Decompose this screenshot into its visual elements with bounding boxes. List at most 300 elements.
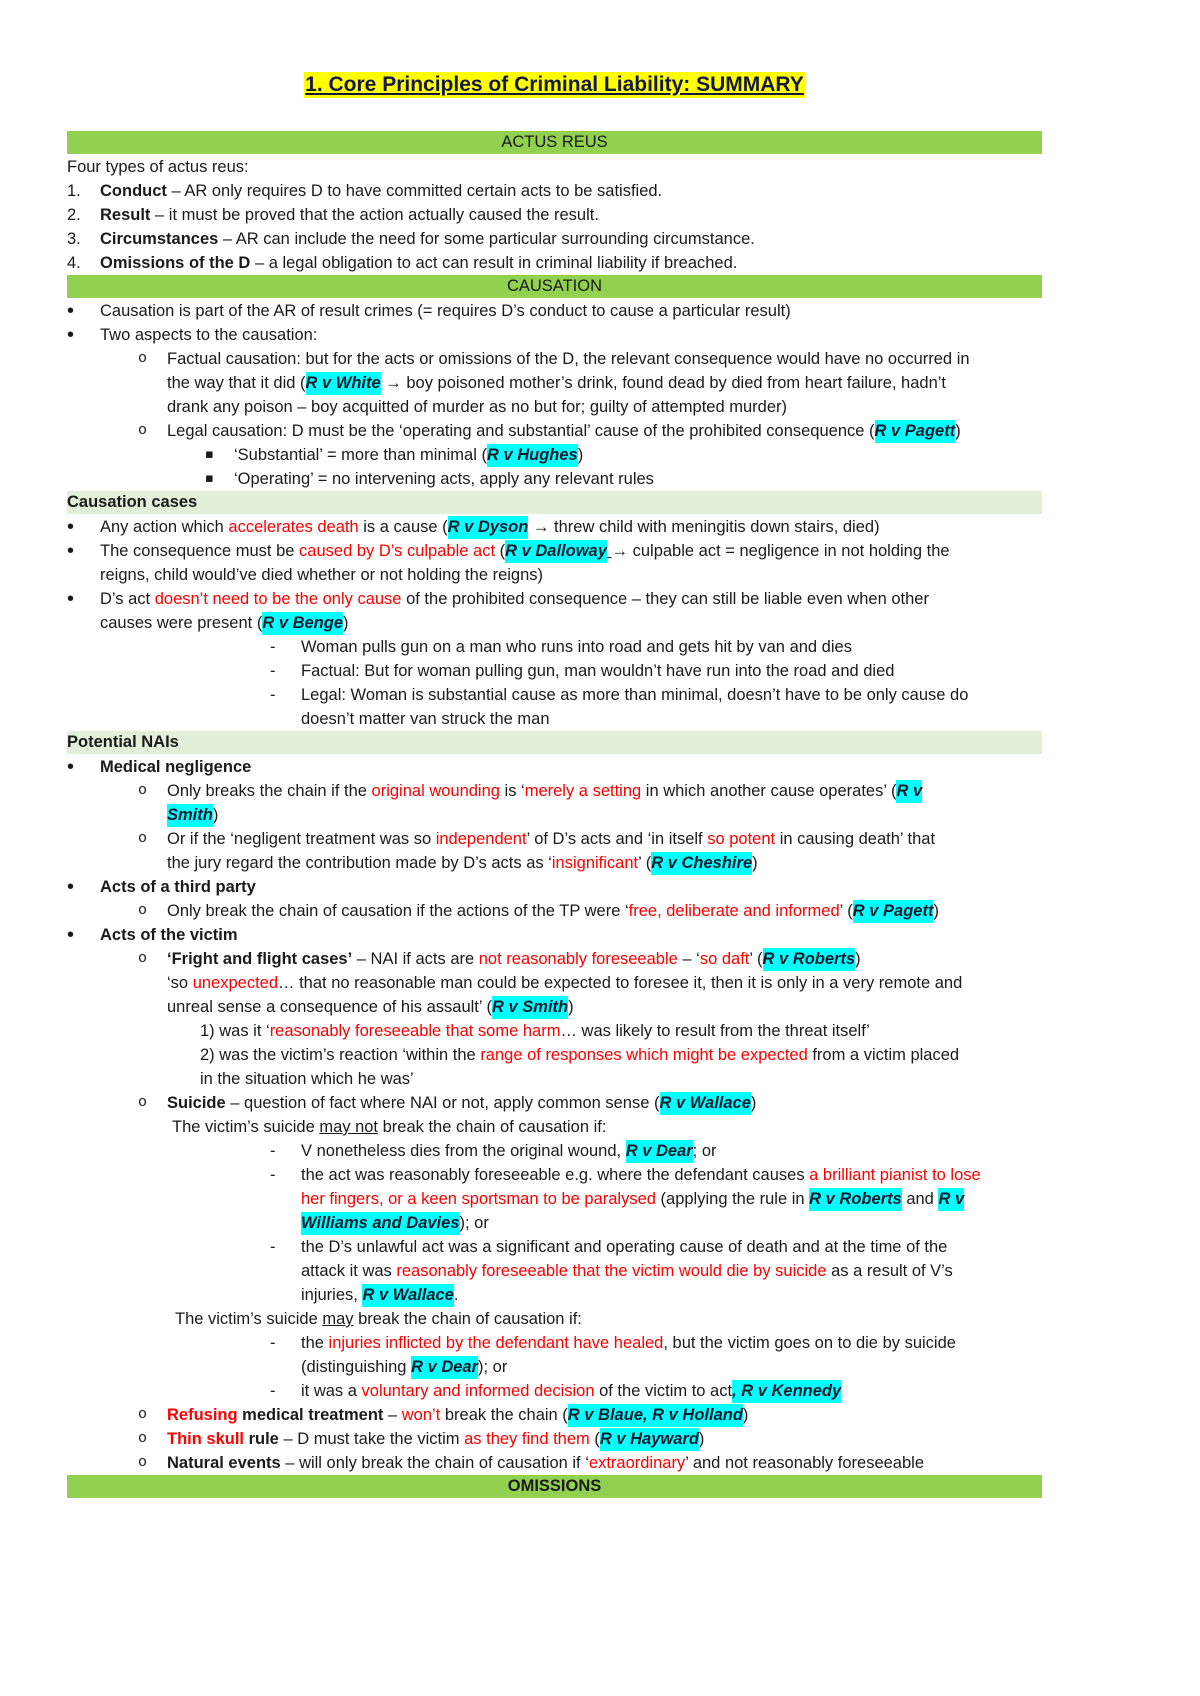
line-text [167, 419, 961, 443]
text-run: . [453, 1286, 459, 1304]
red-bold-term: Thin skull [167, 1430, 245, 1448]
section-heading: CAUSATION [67, 275, 1042, 298]
line-text [301, 635, 852, 659]
line-text [167, 995, 574, 1019]
text-line [0, 1211, 1200, 1235]
text-run: the [301, 1334, 329, 1352]
text-line [0, 563, 1200, 587]
text-run: from a victim placed [807, 1046, 960, 1064]
case-citation: R v White [306, 372, 381, 395]
text-run: – question of fact where NAI or not, apply common sense ( [225, 1094, 660, 1112]
case-citation: R v Roberts [763, 948, 856, 971]
text-run: … that no reasonable man could be expected to foresee it, then it is only in a very remote and [278, 974, 963, 992]
list-item [0, 1451, 1200, 1475]
list-marker: • [67, 300, 75, 322]
text-run: unreal sense a consequence of his assault’ ( [167, 998, 493, 1016]
text-run: causes were present ( [100, 614, 263, 632]
red-emphasis: her fingers, or a keen sportsman to be paralysed [301, 1190, 656, 1208]
case-citation: Smith [167, 804, 213, 827]
text-line [0, 1115, 1200, 1139]
list-marker: • [67, 516, 75, 538]
line-text [301, 659, 894, 683]
bold-term: medical treatment [237, 1406, 384, 1424]
underlined-text: may not [319, 1118, 379, 1136]
bold-term: Conduct [100, 182, 167, 200]
text-run: ); or [478, 1358, 508, 1376]
case-citation: R v Dalloway [505, 540, 607, 563]
text-run: Woman pulls gun on a man who runs into road and gets hit by van and dies [301, 638, 852, 656]
red-emphasis: voluntary and informed decision [361, 1382, 595, 1400]
list-marker: - [270, 662, 276, 680]
bold-term: Circumstances [100, 230, 219, 248]
text-run: ( [495, 542, 506, 560]
red-emphasis: so daft [699, 950, 750, 968]
list-marker: o [138, 422, 148, 439]
text-run: is ‘ [499, 782, 525, 800]
case-citation: R v Benge [262, 612, 343, 635]
text-run: of the victim to act [594, 1382, 733, 1400]
list-marker: • [67, 924, 75, 946]
text-line [0, 395, 1200, 419]
line-text [100, 587, 929, 611]
list-item [0, 899, 1200, 923]
text-line [0, 1355, 1200, 1379]
text-run: Factual: But for woman pulling gun, man wouldn’t have run into the road and died [301, 662, 895, 680]
list-item [0, 683, 1200, 707]
line-text [234, 467, 654, 491]
list-item [0, 779, 1200, 803]
line-text [67, 155, 249, 179]
red-emphasis: insignificant [551, 854, 639, 872]
line-text [301, 683, 968, 707]
list-marker: ▪ [205, 471, 214, 486]
text-line [0, 707, 1200, 731]
red-emphasis: free, deliberate and informed [628, 902, 840, 920]
list-item [0, 635, 1200, 659]
text-run: 1) was it ‘ [200, 1022, 270, 1040]
text-line [0, 1067, 1200, 1091]
text-run: Factual causation: but for the acts or omissions of the D, the relevant consequence would have no occurred in [167, 350, 970, 368]
subsection-heading-row [0, 731, 1200, 755]
section-heading: OMISSIONS [67, 1475, 1042, 1498]
list-item [0, 587, 1200, 611]
text-run: break the chain ( [440, 1406, 568, 1424]
text-run: Causation is part of the AR of result crimes (= requires D’s conduct to cause a particular result) [100, 302, 791, 320]
case-citation: R v Pagett [853, 900, 934, 923]
text-run: injuries, [301, 1286, 363, 1304]
text-line [0, 1283, 1200, 1307]
bold-term: Acts of the victim [100, 926, 238, 944]
bold-term: ‘Fright and flight cases’ [167, 950, 353, 968]
case-citation: R v Wallace [362, 1284, 453, 1307]
text-line [0, 1019, 1200, 1043]
document-title: 1. Core Principles of Criminal Liability: SUMMARY [305, 73, 804, 96]
text-run: ) [343, 614, 349, 632]
subsection-heading-row [0, 491, 1200, 515]
case-citation: R v [896, 780, 922, 803]
line-text [167, 827, 935, 851]
line-text [301, 1139, 717, 1163]
line-text [200, 1043, 959, 1067]
line-text [100, 515, 880, 539]
line-text [167, 899, 939, 923]
text-run: – AR only requires D to have committed certain acts to be satisfied. [166, 182, 663, 200]
text-run: threw child with meningitis down stairs, died) [549, 518, 880, 536]
line-text [167, 971, 962, 995]
bold-term: → [528, 518, 550, 536]
subsection-heading: Causation cases [67, 491, 1042, 514]
text-run: attack it was [301, 1262, 397, 1280]
line-text [167, 851, 758, 875]
bold-term: → [611, 542, 629, 560]
red-emphasis: doesn’t need to be the only cause [154, 590, 402, 608]
line-text [100, 227, 755, 251]
list-marker: - [270, 638, 276, 656]
line-text [301, 1355, 507, 1379]
list-item [0, 227, 1200, 251]
bold-term: rule [244, 1430, 279, 1448]
list-item [0, 299, 1200, 323]
case-citation: Williams and Davies [301, 1212, 460, 1235]
line-text [100, 323, 317, 347]
line-text [100, 539, 950, 563]
case-citation: R v Roberts [809, 1188, 902, 1211]
list-item [0, 1427, 1200, 1451]
text-run: V nonetheless dies from the original wound, [301, 1142, 626, 1160]
text-run: ‘so [167, 974, 193, 992]
text-run: The victim’s suicide [175, 1310, 323, 1328]
text-run: in causing death’ that [775, 830, 936, 848]
line-text [100, 299, 791, 323]
line-text [100, 611, 349, 635]
list-marker: o [138, 1406, 148, 1423]
text-run: Any action which [100, 518, 229, 536]
line-text [301, 1163, 981, 1187]
list-marker: ▪ [205, 447, 214, 462]
red-emphasis: caused by D’s culpable act [299, 542, 496, 560]
text-run: ) [750, 1094, 757, 1112]
text-run: ’ of D’s acts and ‘in itself [526, 830, 708, 848]
list-marker: 4. [67, 254, 81, 272]
list-marker: - [270, 1334, 276, 1352]
list-marker: o [138, 350, 148, 367]
red-emphasis: won’t [401, 1406, 441, 1424]
line-text [100, 875, 256, 899]
text-run: … was likely to result from the threat itself’ [560, 1022, 870, 1040]
text-run: in which another cause operates’ ( [641, 782, 897, 800]
section-heading-row [0, 131, 1200, 155]
bold-term: Natural events [167, 1454, 281, 1472]
bold-term: Acts of a third party [100, 878, 256, 896]
case-citation: R v [938, 1188, 964, 1211]
text-run: ’ ( [638, 854, 652, 872]
red-emphasis: extraordinary [588, 1454, 686, 1472]
list-item [0, 251, 1200, 275]
red-emphasis: unexpected [192, 974, 279, 992]
line-text [301, 1235, 947, 1259]
text-line [0, 155, 1200, 179]
text-run: ) [752, 854, 758, 872]
red-emphasis: injuries inflicted by the defendant have healed [328, 1334, 664, 1352]
text-run: ( [589, 1430, 600, 1448]
text-run: , but the victim goes on to die by suicide [663, 1334, 956, 1352]
list-item [0, 1403, 1200, 1427]
red-emphasis: a brilliant pianist to lose [809, 1166, 981, 1184]
text-run: doesn’t matter van struck the man [301, 710, 550, 728]
list-marker: o [138, 1094, 148, 1111]
text-run: the way that it did ( [167, 374, 306, 392]
list-marker: • [67, 324, 75, 346]
list-marker: • [67, 876, 75, 898]
text-line [0, 971, 1200, 995]
line-text [301, 1187, 964, 1211]
line-text [100, 563, 543, 587]
list-item [0, 203, 1200, 227]
red-emphasis: accelerates death [228, 518, 359, 536]
subsection-heading: Potential NAIs [67, 731, 1042, 754]
line-text [167, 371, 946, 395]
text-run: – it must be proved that the action actually caused the result. [150, 206, 599, 224]
red-emphasis: merely a setting [524, 782, 642, 800]
text-run: – a legal obligation to act can result in criminal liability if breached. [250, 254, 738, 272]
line-text [301, 1211, 489, 1235]
case-citation: R v Dear [411, 1356, 478, 1379]
text-run: culpable act = negligence in not holding the [628, 542, 950, 560]
text-run: ) [212, 806, 219, 824]
case-citation: R v Dear [626, 1140, 693, 1163]
line-text [175, 1307, 582, 1331]
list-marker: o [138, 830, 148, 847]
line-text [167, 395, 787, 419]
text-run: ) [577, 446, 584, 464]
text-run: (applying the rule in [655, 1190, 810, 1208]
list-marker: • [67, 540, 75, 562]
text-run: ) [933, 902, 939, 920]
text-line [0, 1307, 1200, 1331]
text-run: ); or [459, 1214, 489, 1232]
list-item [0, 1379, 1200, 1403]
text-run: – will only break the chain of causation if ‘ [280, 1454, 589, 1472]
list-item [0, 947, 1200, 971]
text-line [0, 995, 1200, 1019]
case-citation: R v Hughes [487, 444, 578, 467]
line-text [167, 1427, 704, 1451]
red-emphasis: reasonably foreseeable that some harm [269, 1022, 561, 1040]
text-run: of the prohibited consequence – they can still be liable even when other [401, 590, 929, 608]
list-item [0, 1331, 1200, 1355]
text-run: 2) was the victim’s reaction ‘within the [200, 1046, 481, 1064]
text-run: The victim’s suicide [172, 1118, 320, 1136]
line-text [301, 1259, 953, 1283]
text-run: Two aspects to the causation: [100, 326, 318, 344]
bold-term: Omissions of the D [100, 254, 251, 272]
red-emphasis: as they find them [464, 1430, 590, 1448]
list-item [0, 827, 1200, 851]
list-marker: - [270, 686, 276, 704]
list-marker: o [138, 782, 148, 799]
text-run: The consequence must be [100, 542, 300, 560]
text-run: ‘Operating’ = no intervening acts, apply any relevant rules [234, 470, 654, 488]
line-text [301, 1379, 841, 1403]
line-text [167, 1091, 756, 1115]
text-run: ; or [692, 1142, 717, 1160]
text-run: and [901, 1190, 939, 1208]
text-run: break the chain of causation if: [378, 1118, 607, 1136]
list-item [0, 539, 1200, 563]
list-item [0, 755, 1200, 779]
line-text [301, 1331, 956, 1355]
document-title-wrap [67, 71, 1042, 100]
text-run: the D’s unlawful act was a significant and operating cause of death and at the time of the [301, 1238, 948, 1256]
text-run: D’s act [100, 590, 155, 608]
text-run: drank any poison – boy acquitted of murder as no but for; guilty of attempted murder) [167, 398, 788, 416]
text-line [0, 611, 1200, 635]
bold-term: Suicide [167, 1094, 226, 1112]
text-run: Four types of actus reus: [67, 158, 249, 176]
text-run: Legal causation: D must be the ‘operating and substantial’ cause of the prohibited consequence ( [167, 422, 875, 440]
case-citation: , R v Kennedy [732, 1380, 841, 1403]
text-run: it was a [301, 1382, 362, 1400]
list-marker: - [270, 1166, 276, 1184]
document-body [0, 131, 1200, 1499]
case-citation: R v Smith [492, 996, 568, 1019]
list-marker: o [138, 1454, 148, 1471]
list-item [0, 1139, 1200, 1163]
line-text [100, 251, 737, 275]
text-run: Legal: Woman is substantial cause as more than minimal, doesn’t have to be only cause do [301, 686, 969, 704]
list-item [0, 347, 1200, 371]
list-item [0, 1235, 1200, 1259]
line-text [100, 923, 238, 947]
red-emphasis: original wounding [371, 782, 500, 800]
case-citation: R v Cheshire [651, 852, 752, 875]
bold-term: → [380, 374, 402, 392]
line-text [167, 779, 922, 803]
list-marker: o [138, 1430, 148, 1447]
text-run: ) [855, 950, 861, 968]
text-run: ’ ( [839, 902, 853, 920]
list-marker: • [67, 588, 75, 610]
text-run: boy poisoned mother’s drink, found dead by died from heart failure, hadn’t [401, 374, 946, 392]
line-text [234, 443, 583, 467]
line-text [167, 803, 218, 827]
text-run: (distinguishing [301, 1358, 412, 1376]
list-marker: 3. [67, 230, 81, 248]
list-item [0, 1163, 1200, 1187]
text-run: ) [698, 1430, 705, 1448]
text-run: ‘Substantial’ = more than minimal ( [234, 446, 487, 464]
text-run: Only break the chain of causation if the actions of the TP were ‘ [167, 902, 629, 920]
list-item [0, 419, 1200, 443]
list-item [0, 875, 1200, 899]
text-run: ) [568, 998, 574, 1016]
section-heading: ACTUS REUS [67, 131, 1042, 154]
line-text [301, 707, 550, 731]
text-run: the jury regard the contribution made by D’s acts as ‘ [167, 854, 552, 872]
red-emphasis: not reasonably foreseeable [478, 950, 678, 968]
line-text [167, 1451, 924, 1475]
line-text [100, 203, 599, 227]
red-bold-term: Refusing [167, 1406, 238, 1424]
text-line [0, 1043, 1200, 1067]
list-marker: - [270, 1142, 276, 1160]
list-item [0, 179, 1200, 203]
text-line [0, 803, 1200, 827]
list-marker: - [270, 1238, 276, 1256]
text-line [0, 1187, 1200, 1211]
bold-term: Medical negligence [100, 758, 252, 776]
text-run: ) [955, 422, 961, 440]
list-marker: o [138, 902, 148, 919]
list-item [0, 1091, 1200, 1115]
line-text [167, 347, 970, 371]
text-run: Only breaks the chain if the [167, 782, 372, 800]
text-run: reigns, child would’ve died whether or not holding the reigns) [100, 566, 544, 584]
underlined-text: may [322, 1310, 354, 1328]
text-run: as a result of V’s [826, 1262, 953, 1280]
text-line [0, 371, 1200, 395]
text-run: break the chain of causation if: [353, 1310, 582, 1328]
list-marker: • [67, 756, 75, 778]
case-citation: R v Blaue, R v Holland [568, 1404, 743, 1427]
case-citation: R v Wallace [660, 1092, 751, 1115]
red-emphasis: independent [435, 830, 527, 848]
line-text [100, 179, 662, 203]
text-run: ’ and not reasonably foreseeable [685, 1454, 924, 1472]
text-line [0, 851, 1200, 875]
text-run: – ‘ [677, 950, 700, 968]
text-run: ) [742, 1406, 749, 1424]
line-text [100, 755, 251, 779]
list-item [0, 323, 1200, 347]
text-run: is a cause ( [358, 518, 448, 536]
list-marker: 1. [67, 182, 81, 200]
list-item [0, 467, 1200, 491]
line-text [172, 1115, 606, 1139]
list-item [0, 443, 1200, 467]
text-run: ’ ( [749, 950, 763, 968]
bold-term: Result [100, 206, 151, 224]
text-run: Or if the ‘negligent treatment was so [167, 830, 436, 848]
list-marker: o [138, 950, 148, 967]
list-item [0, 515, 1200, 539]
text-run: – NAI if acts are [352, 950, 479, 968]
section-heading-row [0, 275, 1200, 299]
text-run: in the situation which he was’ [200, 1070, 414, 1088]
list-item [0, 923, 1200, 947]
text-run: the act was reasonably foreseeable e.g. where the defendant causes [301, 1166, 810, 1184]
red-emphasis: so potent [707, 830, 776, 848]
case-citation: R v Dyson [448, 516, 529, 539]
section-heading-row [0, 1475, 1200, 1499]
case-citation: R v Hayward [600, 1428, 699, 1451]
case-citation: R v Pagett [875, 420, 956, 443]
line-text [200, 1067, 414, 1091]
text-line [0, 1259, 1200, 1283]
text-run: – [383, 1406, 402, 1424]
list-item [0, 659, 1200, 683]
line-text [301, 1283, 458, 1307]
text-run: – D must take the victim [278, 1430, 465, 1448]
list-marker: 2. [67, 206, 81, 224]
text-run: – AR can include the need for some particular surrounding circumstance. [218, 230, 755, 248]
red-emphasis: range of responses which might be expected [480, 1046, 808, 1064]
line-text [167, 1403, 748, 1427]
line-text [200, 1019, 870, 1043]
line-text [167, 947, 861, 971]
red-emphasis: reasonably foreseeable that the victim would die by suicide [396, 1262, 827, 1280]
list-marker: - [270, 1382, 276, 1400]
